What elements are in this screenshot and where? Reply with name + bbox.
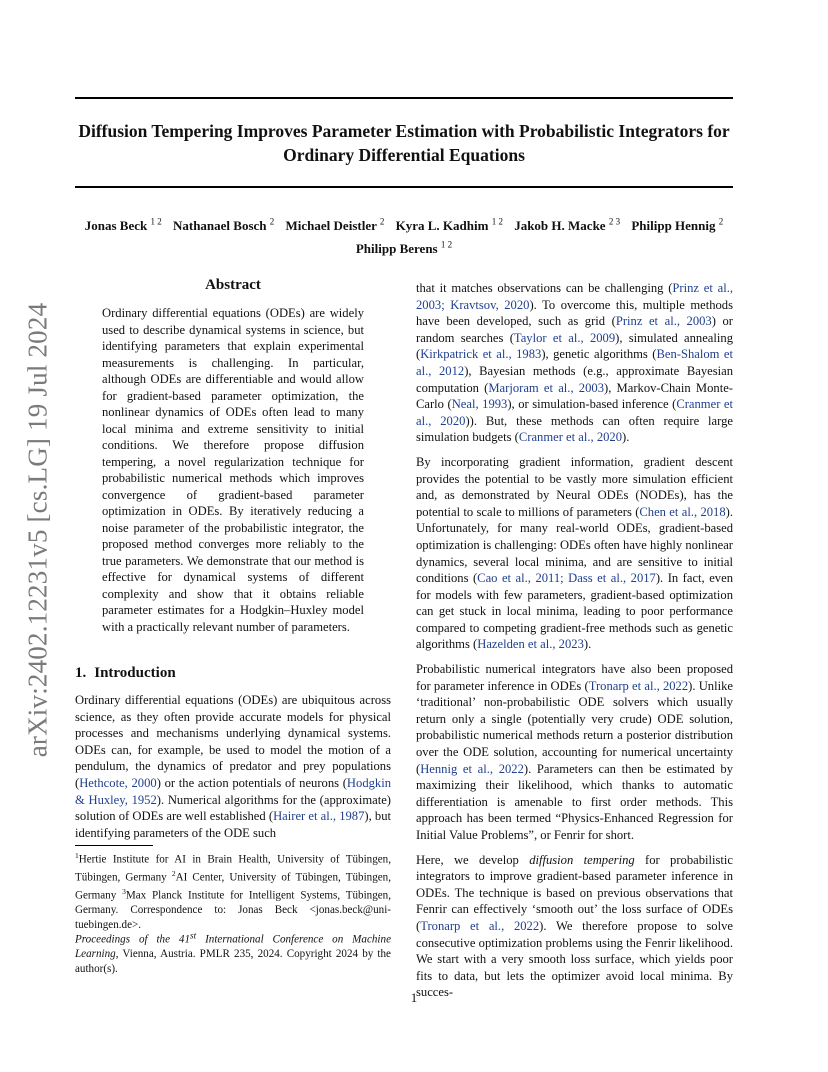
body-paragraph bbox=[416, 280, 733, 446]
abstract-text: Ordinary differential equations (ODEs) are widely used to describe dynamical systems in science, but identifying parameters that explain experimental measurements is challenging. In particular, although ODEs are differentiable and would allow for gradient-based parameter optimization, the nonlinear dynamics of ODEs often lead to many local minima and extreme sensitivity to initial conditions. We therefore propose diffusion tempering, a novel regularization technique for probabilistic numerical methods which improves convergence of gradient-based parameter optimization in ODEs. By iteratively reducing a noise parameter of the probabilistic integrator, the proposed method converges more reliably to the true parameters. We demonstrate that our method is effective for dynamical systems of different complexity and show that it obtains reliable parameter estimates for a Hodgkin–Huxley model with a practically relevant number of parameters. bbox=[102, 306, 364, 634]
citation-link[interactable]: Tronarp et al., 2022 bbox=[420, 918, 540, 933]
paragraph-text: ). Unlike ‘traditional’ non-probabilistic ODE solvers which usually return only a single (potentially very crude) ODE solution, probabilistic numerical methods return a posterior distribution over the ODE solution, accounting for numerical uncertainty ( bbox=[416, 678, 733, 776]
paragraph-text: ), Markov-Chain Monte-Carlo ( bbox=[416, 380, 733, 412]
body-paragraph bbox=[416, 852, 733, 1001]
citation-link[interactable]: Hethcote, 2000 bbox=[79, 775, 157, 790]
emphasized-term: diffusion tempering bbox=[529, 852, 635, 867]
citation-link[interactable]: Cranmer et al., 2020 bbox=[518, 430, 623, 445]
citation-link[interactable]: Chen et al., 2018 bbox=[639, 504, 726, 519]
citation-link[interactable]: Hennig et al., 2022 bbox=[420, 761, 524, 776]
paragraph-text: ), Bayesian methods (e.g., approximate Bayesian computation ( bbox=[416, 363, 733, 395]
body-paragraph bbox=[416, 454, 733, 653]
abstract-heading: Abstract bbox=[205, 277, 261, 293]
author: Philipp Hennig $^2$ bbox=[631, 217, 724, 234]
paragraph-text: for probabilistic integrators to improve gradient-based parameter inference in ODEs. The technique is based on previous observations that Fenrir can effectively ‘smooth out’ the loss surface of ODEs ( bbox=[416, 852, 733, 933]
citation-link[interactable]: Taylor et al., 2009 bbox=[513, 330, 616, 345]
author: Jakob H. Macke $^{2 3}$ bbox=[514, 217, 621, 234]
author: Philipp Berens $^{1 2}$ bbox=[355, 239, 453, 256]
proceedings-note: Proceedings of the 41st International Conference on Machine Learning, Vienna, Austria. PMLR 235, 2024. Copyright 2024 by the author(s). bbox=[75, 931, 391, 975]
citation-link[interactable]: Marjoram et al., 2003 bbox=[488, 380, 604, 395]
paragraph-text: ). Unfortunately, for many real-world ODEs, gradient-based optimization is challenging: ODEs often have highly nonlinear dynamics, several local minima, and are sensitive to initial conditions ( bbox=[416, 504, 733, 586]
paragraph-text: that it matches observations can be challenging ( bbox=[416, 281, 673, 295]
paragraph-text: ). We therefore propose to solve consecutive optimization problems using the Fenrir likelihood. We start with a very smooth loss surface, which yields poor fits to data, but lets the optimizer avoid local minima. By succes- bbox=[416, 918, 733, 1000]
affiliation-footnote: $^1$Hertie Institute for AI in Brain Health, University of Tübingen, Tübingen, Germany $^2$AI Center, University of Tübingen, Tübingen, Germany $^3$Max Planck Institute for Intelligent Systems, Tübingen, Germany. Correspondence to: Jonas Beck <jonas.beck@uni-tuebingen.de>. bbox=[75, 851, 391, 931]
paragraph-text: ). To overcome this, multiple methods have been developed, such as grid ( bbox=[416, 297, 733, 329]
title-rule-bottom bbox=[75, 186, 733, 188]
paragraph-text: ), simulated annealing ( bbox=[416, 330, 733, 362]
citation-link[interactable]: Hodgkin & Huxley, 1952 bbox=[75, 775, 391, 807]
paragraph-text: ), or simulation-based inference ( bbox=[507, 397, 677, 412]
author: Nathanael Bosch $^2$ bbox=[172, 217, 275, 234]
citation-link[interactable]: Kirkpatrick et al., 1983 bbox=[420, 347, 542, 362]
citation-link[interactable]: Hairer et al., 1987 bbox=[273, 809, 365, 824]
title-rule-top bbox=[75, 97, 733, 99]
body-paragraph bbox=[416, 661, 733, 844]
paragraph-text: ) or random searches ( bbox=[416, 314, 733, 345]
citation-link[interactable]: Cao et al., 2011; Dass et al., 2017 bbox=[477, 571, 656, 586]
author: Kyra L. Kadhim $^{1 2}$ bbox=[395, 217, 503, 234]
author-list bbox=[75, 213, 733, 258]
intro-paragraph: Ordinary differential equations (ODEs) are ubiquitous across science, as they often provide accurate models for physical processes and mechanisms underlying dynamical systems. ODEs can, for example, be used to model the motion of a pendulum, the dynamics of predator and prey populations (Hethcote, 2000) or the action potentials of neurons (Hodgkin & Huxley, 1952). Numerical algorithms for the (approximate) solution of ODEs are well established (Hairer et al., 1987), but identifying parameters of the ODE such bbox=[75, 693, 391, 840]
paragraph-text: ), genetic algorithms ( bbox=[541, 347, 657, 362]
paper-title: Diffusion Tempering Improves Parameter Estimation with Probabilistic Integrators for Ordinary Differential Equations bbox=[78, 121, 730, 165]
paragraph-text: Here, we develop bbox=[416, 852, 530, 867]
paragraph-text: ). In fact, even for models with few parameters, gradient-based optimization can get stuck in local minima, leading to poor performance compared to competing gradient-free methods such as genetic algorithms ( bbox=[416, 571, 733, 652]
right-column bbox=[416, 280, 733, 1009]
paragraph-text: ). Parameters can then be estimated by maximizing their likelihood, which thanks to automatic differentiation is amenable to first order methods. This approach has been termed “Physics-Enhanced Regression for Initial Value Problems”, or Fenrir for short. bbox=[416, 761, 734, 842]
citation-link[interactable]: Neal, 1993 bbox=[451, 397, 508, 412]
citation-link[interactable]: Prinz et al., 2003; Kravtsov, 2020 bbox=[416, 281, 733, 312]
footnote-rule bbox=[75, 845, 153, 846]
paragraph-text: ). bbox=[622, 430, 630, 445]
section-heading-introduction: 1. Introduction bbox=[75, 665, 176, 681]
paragraph-text: )). But, these methods can often require large simulation budgets ( bbox=[416, 413, 733, 445]
paragraph-text: By incorporating gradient information, gradient descent provides the potential to be vastly more simulation efficient and, as demonstrated by Neural ODEs (NODEs), has the potential to scale to millions of parameters ( bbox=[416, 454, 733, 519]
paragraph-text: ). bbox=[583, 637, 592, 652]
citation-link[interactable]: Cranmer et al., 2020 bbox=[416, 397, 733, 428]
arxiv-stamp-text: arXiv:2402.12231v5 [cs.LG] 19 Jul 2024 bbox=[22, 302, 53, 758]
citation-link[interactable]: Prinz et al., 2003 bbox=[615, 314, 712, 329]
author: Jonas Beck $^{1 2}$ bbox=[84, 217, 162, 234]
page-number: 1 bbox=[410, 990, 418, 1005]
citation-link[interactable]: Ben-Shalom et al., 2012 bbox=[416, 347, 733, 378]
author: Michael Deistler $^2$ bbox=[285, 217, 385, 234]
citation-link[interactable]: Tronarp et al., 2022 bbox=[588, 678, 689, 693]
citation-link[interactable]: Hazelden et al., 2023 bbox=[477, 637, 584, 652]
paragraph-text: Probabilistic numerical integrators have also been proposed for parameter inference in ODEs ( bbox=[416, 662, 733, 693]
